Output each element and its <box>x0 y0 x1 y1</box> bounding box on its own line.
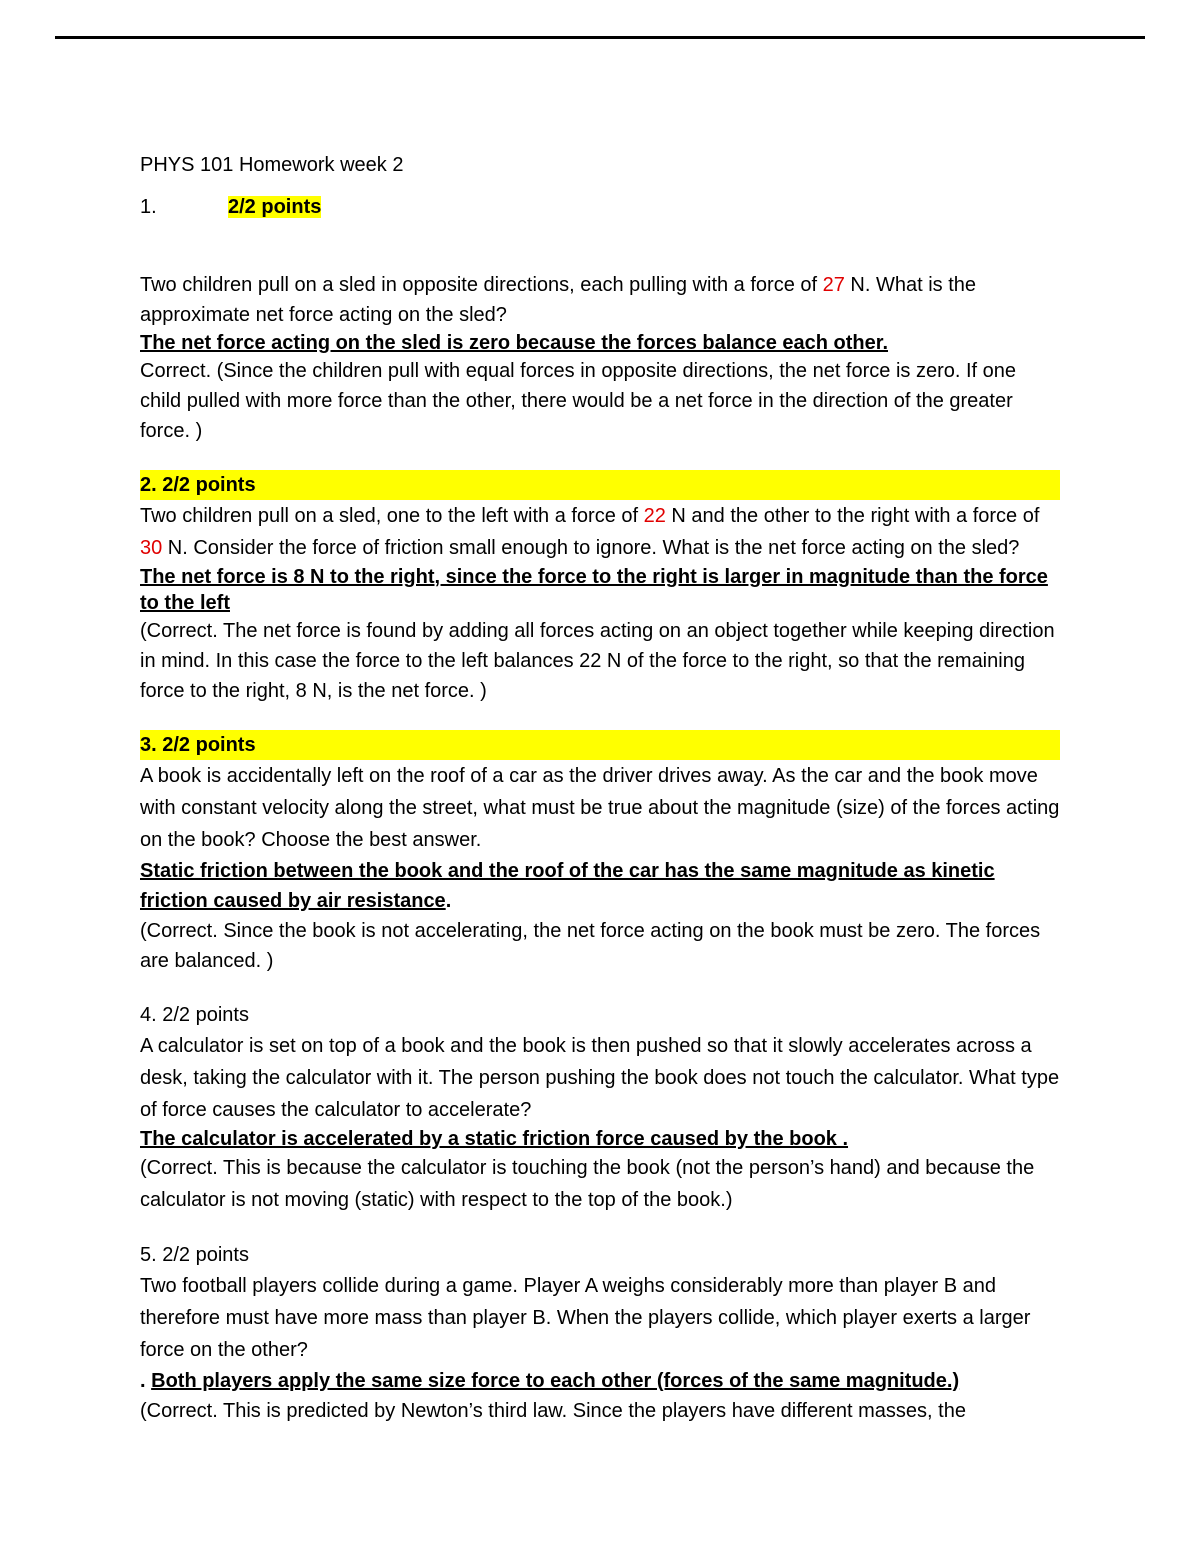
q2-text-a: Two children pull on a sled, one to the left with a force of <box>140 505 644 527</box>
q2-value-1: 22 <box>643 505 666 527</box>
q2-value-2: 30 <box>140 537 163 559</box>
doc-title: PHYS 101 Homework week 2 <box>140 154 404 176</box>
question-1 <box>140 270 1060 446</box>
q1-points: 2/2 points <box>228 196 322 218</box>
q1-text-b: N. What is the approximate net force acting on the sled? <box>140 274 977 326</box>
q3-answer-end: . <box>445 890 452 912</box>
q1-feedback: Correct. (Since the children pull with equal forces in opposite directions, the net force is zero. If one child pulled with more force than the other, there would be a net force in the direction of the greater force. ) <box>140 360 1017 442</box>
q2-text-b: N and the other to the right with a force of <box>665 505 1040 527</box>
document-page <box>140 150 1060 1450</box>
q1-text-a: Two children pull on a sled in opposite directions, each pulling with a force of <box>140 274 823 296</box>
q5-feedback: (Correct. This is predicted by Newton’s third law. Since the players have different masses, the <box>140 1400 966 1422</box>
q5-text: Two football players collide during a game. Player A weighs considerably more than player B and therefore must have more mass than player B. When the players collide, which player exerts a larger force on the other? <box>140 1275 1031 1361</box>
q1-heading <box>140 192 1060 222</box>
q4-feedback: (Correct. This is because the calculator is touching the book (not the person’s hand) and because the calculator is not moving (static) with respect to the top of the book.) <box>140 1157 1035 1211</box>
question-4 <box>140 1000 1060 1216</box>
question-3 <box>140 730 1060 976</box>
q5-answer-prefix: . <box>140 1370 152 1392</box>
q3-answer: Static friction between the book and the roof of the car has the same magnitude as kinetic friction caused by air resistance <box>140 860 995 912</box>
q2-text-c: N. Consider the force of friction small enough to ignore. What is the net force acting on the sled? <box>162 537 1020 559</box>
q2-feedback: (Correct. The net force is found by adding all forces acting on an object together while keeping direction in mind. In this case the force to the left balances 22 N of the force to the right, so that the remaining force to the right, 8 N, is the net force. ) <box>140 620 1055 702</box>
q1-text <box>140 270 1060 330</box>
q4-text: A calculator is set on top of a book and the book is then pushed so that it slowly accelerates across a desk, taking the calculator with it. The person pushing the book does not touch the calculator. What type of force causes the calculator to accelerate? <box>140 1035 1060 1121</box>
q4-heading: 4. 2/2 points <box>140 1004 249 1026</box>
q3-text: A book is accidentally left on the roof of a car as the driver drives away. As the car and the book move with constant velocity along the street, what must be true about the magnitude (size) of the forces acting on the book? Choose the best answer. <box>140 765 1060 851</box>
q5-heading: 5. 2/2 points <box>140 1244 249 1266</box>
q5-answer-line <box>140 1366 1060 1396</box>
q3-heading: 3. 2/2 points <box>140 730 1060 760</box>
q2-text <box>140 500 1060 564</box>
question-5 <box>140 1240 1060 1426</box>
q5-answer: Both players apply the same size force to each other (forces of the same magnitude.) <box>151 1370 960 1392</box>
q3-feedback: (Correct. Since the book is not accelerating, the net force acting on the book must be zero. The forces are balanced. ) <box>140 920 1041 972</box>
q4-answer: The calculator is accelerated by a static friction force caused by the book . <box>140 1128 849 1150</box>
top-rule <box>55 36 1145 39</box>
q1-number: 1. <box>140 196 157 218</box>
question-2 <box>140 470 1060 706</box>
q2-heading: 2. 2/2 points <box>140 470 1060 500</box>
q1-answer: The net force acting on the sled is zero because the forces balance each other. <box>140 332 889 354</box>
q3-answer-line <box>140 856 1060 916</box>
q1-value: 27 <box>822 274 845 296</box>
q2-answer: The net force is 8 N to the right, since the force to the right is larger in magnitude than the force to the left <box>140 566 1048 614</box>
